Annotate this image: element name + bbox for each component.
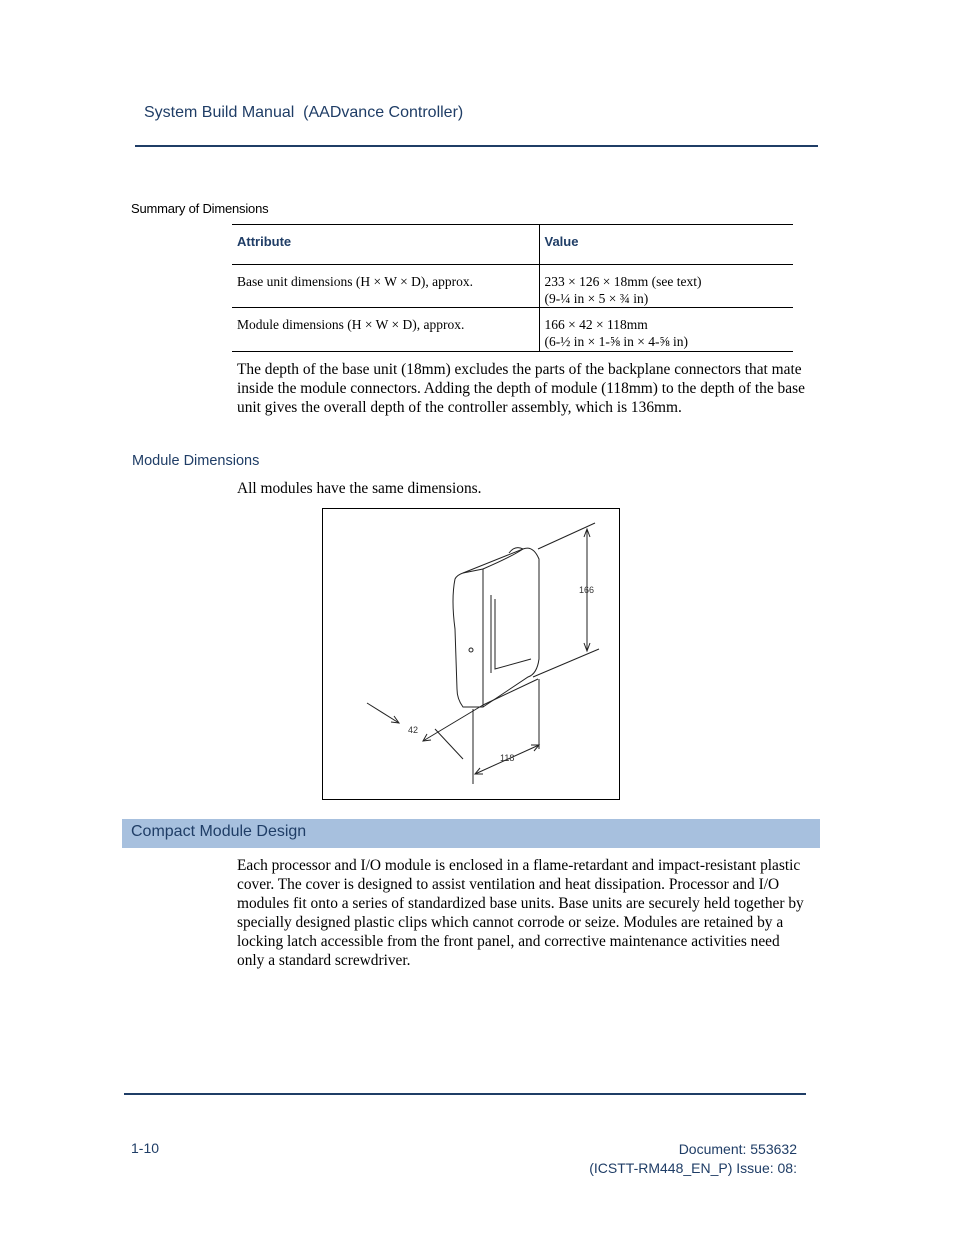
height-label: 166 (579, 585, 595, 595)
row-attribute: Module dimensions (H × W × D), approx. (232, 308, 539, 352)
compact-module-design-heading: Compact Module Design (131, 823, 307, 840)
document-info (589, 1140, 797, 1178)
module-dimensions-heading: Module Dimensions (132, 453, 260, 469)
module-panel-recess (495, 599, 531, 669)
row-value-line: 233 × 126 × 18mm (see text) (544, 274, 702, 289)
header-title: System Build Manual (AADvance Controller) (144, 104, 464, 121)
module-dimension-figure (322, 508, 620, 800)
row-attribute: Base unit dimensions (H × W × D), approx. (232, 265, 539, 308)
module-dimensions-text: All modules have the same dimensions. (237, 480, 482, 497)
footer-rule (124, 1093, 806, 1095)
document-issue: (ICSTT-RM448_EN_P) Issue: 08: (589, 1160, 797, 1176)
table-row (232, 308, 793, 352)
table-row (232, 265, 793, 308)
column-header-value: Value (539, 225, 793, 265)
latch-screw-icon (469, 648, 473, 652)
module-drawing (323, 509, 619, 799)
dimensions-table (232, 224, 793, 352)
row-value-line: (6-½ in × 1-⅝ in × 4-⅝ in) (544, 334, 688, 349)
document-number: Document: 553632 (678, 1141, 797, 1157)
header-rule (135, 145, 818, 147)
summary-heading: Summary of Dimensions (131, 201, 269, 216)
row-value (539, 265, 793, 308)
module-side-face (453, 569, 483, 707)
compact-module-design-text: Each processor and I/O module is enclosed in a flame-retardant and impact-resistant plastic cover. The cover is designed to assist ventilation and heat dissipation. Processor and I/O modules fit onto a series of standardized base units. Base units are securely held together by specially designed plastic clips which cannot corrode or seize. Modules are retained by a locking latch accessible from the front panel, and corrective maintenance activities need only a standard screwdriver. (237, 857, 804, 969)
module-front-face (463, 548, 539, 707)
depth-label: 118 (500, 753, 515, 763)
page-number: 1-10 (131, 1140, 160, 1156)
row-value-line: (9-¼ in × 5 × ¾ in) (544, 291, 649, 306)
table-header-row (232, 225, 793, 265)
column-header-attribute: Attribute (232, 225, 539, 265)
width-label: 42 (408, 725, 419, 735)
row-value (539, 308, 793, 352)
row-value-line: 166 × 42 × 118mm (544, 317, 648, 332)
summary-note: The depth of the base unit (18mm) excludes the parts of the backplane connectors that mate inside the module connectors. Adding the depth of module (118mm) to the depth of the base unit gives the overall depth of the controller assembly, which is 136mm. (237, 361, 805, 416)
